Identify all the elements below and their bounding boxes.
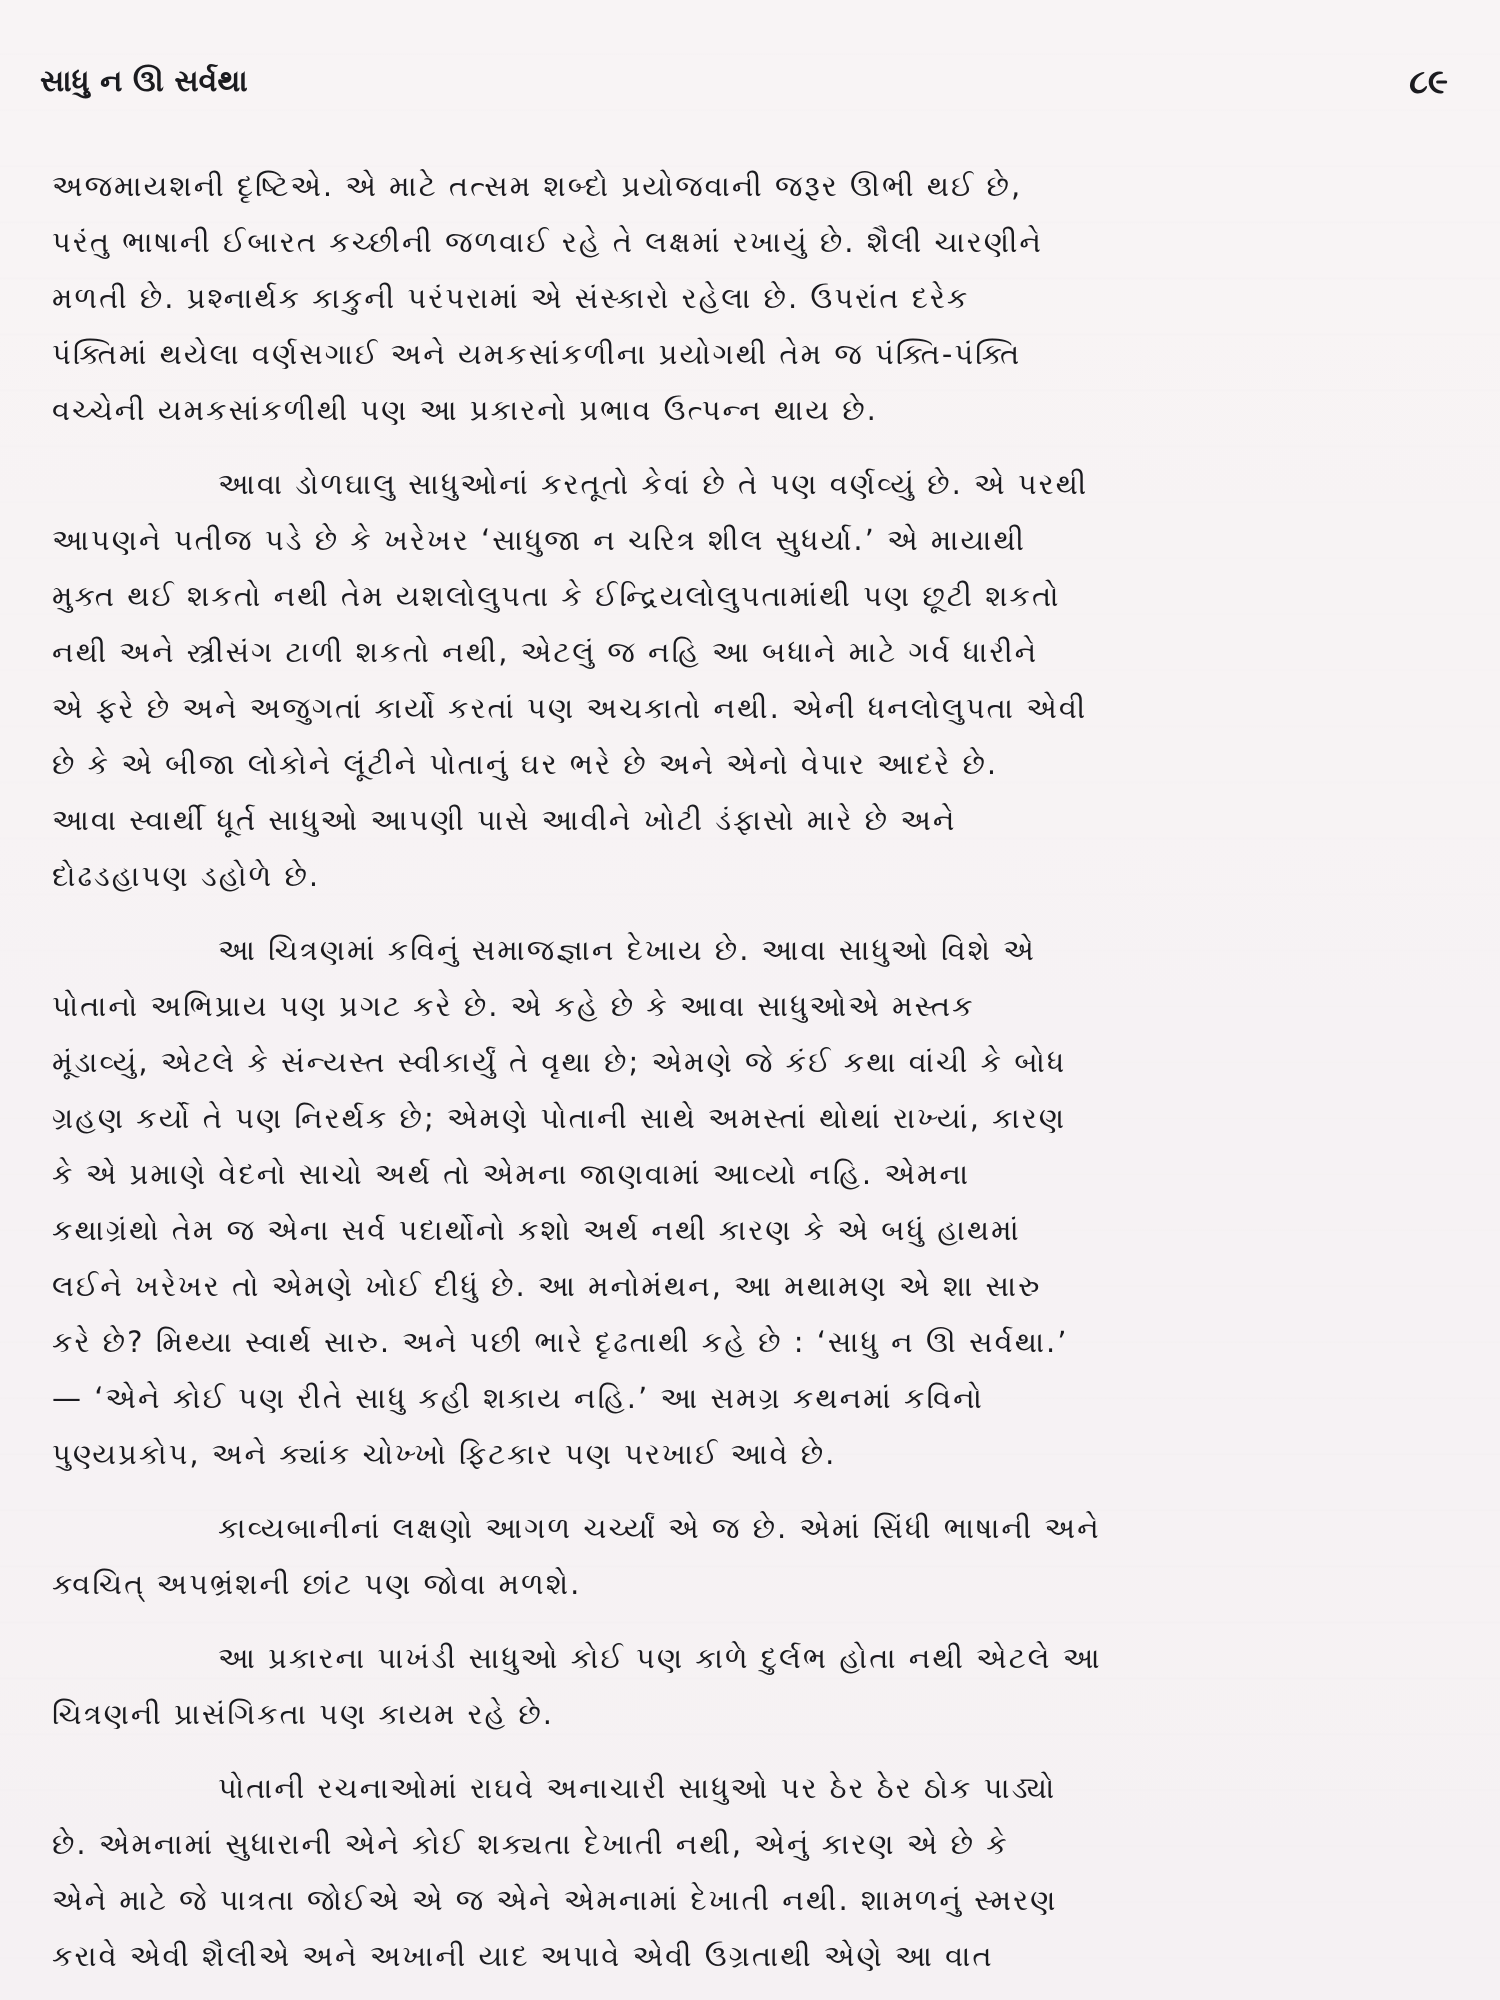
text-line: વચ્ચેની યમકસાંકળીથી પણ આ પ્રકારનો પ્રભાવ ઉત્પન્ન થાય છે.	[52, 393, 878, 427]
text-line: પંક્તિમાં થયેલા વર્ણસગાઈ અને યમકસાંકળીના પ્રયોગથી તેમ જ પંક્તિ-પંક્તિ	[52, 337, 1022, 371]
text-line: ચિત્રણની પ્રાસંગિકતા પણ કાયમ રહે છે.	[52, 1697, 554, 1731]
text-line: ક્વચિત્ અપભ્રંશની છાંટ પણ જોવા મળશે.	[52, 1567, 582, 1601]
text-line: પોતાની રચનાઓમાં રાઘવે અનાચારી સાધુઓ પર ઠેર ઠેર ઠોક પાડ્યો	[218, 1771, 1057, 1805]
text-line: મૂંડાવ્યું, એટલે કે સંન્યસ્ત સ્વીકાર્યું તે વૃથા છે; એમણે જે કંઈ કથા વાંચી કે બોધ	[52, 1045, 1067, 1079]
text-line: છે કે એ બીજા લોકોને લૂંટીને પોતાનું ઘર ભરે છે અને એનો વેપાર આદરે છે.	[52, 747, 999, 781]
paragraph-1	[52, 158, 1452, 438]
text-line: પરંતુ ભાષાની ઈબારત કચ્છીની જળવાઈ રહે તે લક્ષમાં રખાયું છે. શૈલી ચારણીને	[52, 225, 1043, 259]
text-line: આવા સ્વાર્થી ધૂર્ત સાધુઓ આપણી પાસે આવીને ખોટી ડંફાસો મારે છે અને	[52, 803, 957, 837]
paragraph-3	[52, 922, 1452, 1482]
text-line: કરાવે એવી શૈલીએ અને અખાની યાદ અપાવે એવી ઉગ્રતાથી એણે આ વાત	[52, 1939, 994, 1973]
text-line: આ પ્રકારના પાખંડી સાધુઓ કોઈ પણ કાળે દુર્લભ હોતા નથી એટલે આ	[218, 1641, 1102, 1675]
running-header	[40, 62, 1458, 102]
paragraph-4	[52, 1500, 1452, 1612]
paragraph-5	[52, 1630, 1452, 1742]
paragraph-6	[52, 1760, 1452, 1984]
body-text	[52, 158, 1452, 1984]
text-line: કથાગ્રંથો તેમ જ એના સર્વ પદાર્થોનો કશો અર્થ નથી કારણ કે એ બધું હાથમાં	[52, 1213, 1021, 1247]
paragraph-2	[52, 456, 1452, 904]
text-line: દોઢડહાપણ ડહોળે છે.	[52, 859, 321, 893]
text-line: નથી અને સ્ત્રીસંગ ટાળી શકતો નથી, એટલું જ નહિ આ બધાને માટે ગર્વ ધારીને	[52, 635, 1039, 669]
text-line: છે. એમનામાં સુધારાની એને કોઈ શક્યતા દેખાતી નથી, એનું કારણ એ છે કે	[52, 1827, 1009, 1861]
text-line: લઈને ખરેખર તો એમણે ખોઈ દીધું છે. આ મનોમંથન, આ મથામણ એ શા સારુ	[52, 1269, 1042, 1303]
text-line: — ‘એને કોઈ પણ રીતે સાધુ કહી શકાય નહિ.’ આ સમગ્ર કથનમાં કવિનો	[52, 1381, 984, 1415]
text-line: કાવ્યબાનીનાં લક્ષણો આગળ ચર્ચ્યાં એ જ છે. એમાં સિંધી ભાષાની અને	[218, 1511, 1101, 1545]
text-line: પોતાનો અભિપ્રાય પણ પ્રગટ કરે છે. એ કહે છે કે આવા સાધુઓએ મસ્તક	[52, 989, 975, 1023]
text-line: કરે છે? મિથ્યા સ્વાર્થ સારુ. અને પછી ભારે દૃઢતાથી કહે છે : ‘સાધુ ન ઊ સર્વથા.’	[52, 1325, 1069, 1359]
page-number: ૮૯	[1409, 62, 1448, 102]
text-line: આપણને પતીજ પડે છે કે ખરેખર ‘સાધુજા ન ચરિત્ર શીલ સુધર્યા.’ એ માયાથી	[52, 523, 1026, 557]
text-line: આ ચિત્રણમાં કવિનું સમાજજ્ઞાન દેખાય છે. આવા સાધુઓ વિશે એ	[218, 933, 1036, 967]
text-line: આવા ડોળઘાલુ સાધુઓનાં કરતૂતો કેવાં છે તે પણ વર્ણવ્યું છે. એ પરથી	[218, 467, 1089, 501]
text-line: એ ફરે છે અને અજુગતાં કાર્યો કરતાં પણ અચકાતો નથી. એની ધનલોલુપતા એવી	[52, 691, 1088, 725]
text-line: કે એ પ્રમાણે વેદનો સાચો અર્થ તો એમના જાણવામાં આવ્યો નહિ. એમના	[52, 1157, 971, 1191]
text-line: મળતી છે. પ્રશ્નાર્થક કાકુની પરંપરામાં એ સંસ્કારો રહેલા છે. ઉપરાંત દરેક	[52, 281, 970, 315]
text-line: અજમાયશની દૃષ્ટિએ. એ માટે તત્સમ શબ્દો પ્રયોજવાની જરૂર ઊભી થઈ છે,	[52, 169, 1023, 203]
text-line: ગ્રહણ કર્યો તે પણ નિરર્થક છે; એમણે પોતાની સાથે અમસ્તાં થોથાં રાખ્યાં, કારણ	[52, 1101, 1067, 1135]
text-line: મુક્ત થઈ શકતો નથી તેમ યશલોલુપતા કે ઈન્દ્રિયલોલુપતામાંથી પણ છૂટી શકતો	[52, 579, 1061, 613]
running-title: સાધુ ન ઊ સર્વથા	[40, 64, 248, 99]
text-line: એને માટે જે પાત્રતા જોઈએ એ જ એને એમનામાં દેખાતી નથી. શામળનું સ્મરણ	[52, 1883, 1058, 1917]
text-line: પુણ્યપ્રકોપ, અને ક્યાંક ચોખ્ખો ફિટકાર પણ પરખાઈ આવે છે.	[52, 1437, 837, 1471]
